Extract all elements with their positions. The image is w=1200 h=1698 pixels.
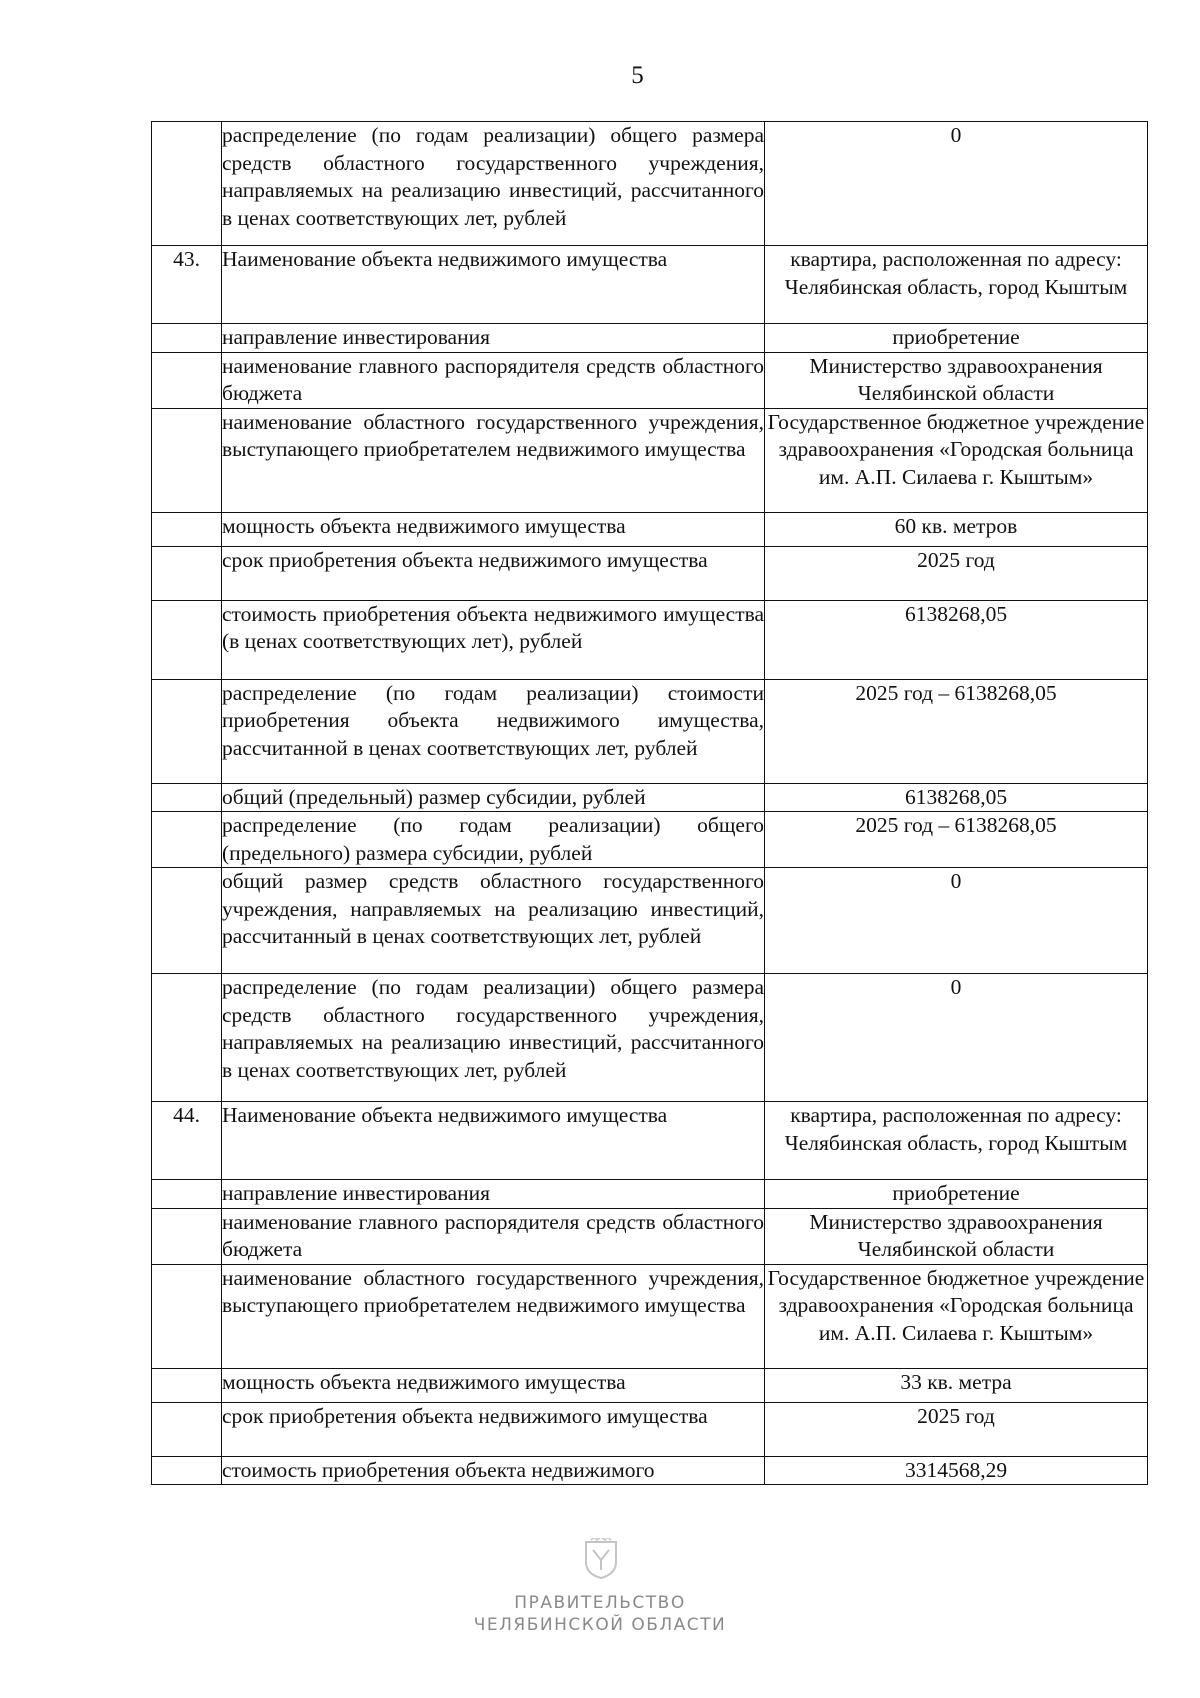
parameter-value-cell: 2025 год – 6138268,05	[765, 812, 1148, 868]
item-number-cell: 44.	[152, 1102, 222, 1180]
parameter-name-cell: направление инвестирования	[222, 324, 765, 353]
item-number-cell	[152, 868, 222, 974]
table-row	[152, 812, 1148, 868]
parameter-value-cell: Государственное бюджетное учреждение здравоохранения «Городская больница им. А.П. Силаева г. Кыштым»	[765, 408, 1148, 512]
table-row	[152, 1180, 1148, 1209]
parameter-value-cell: 60 кв. метров	[765, 512, 1148, 546]
table-row	[152, 868, 1148, 974]
item-number-cell	[152, 783, 222, 812]
parameter-name-cell: наименование главного распорядителя средств областного бюджета	[222, 352, 765, 408]
table-row	[152, 1402, 1148, 1456]
table-row	[152, 974, 1148, 1102]
item-number-cell	[152, 1180, 222, 1209]
table-row	[152, 783, 1148, 812]
parameter-value-cell: 6138268,05	[765, 600, 1148, 679]
parameter-value-cell: приобретение	[765, 324, 1148, 353]
page-number: 5	[631, 62, 644, 89]
parameter-name-cell: распределение (по годам реализации) общего размера средств областного государственного учреждения, направляемых на реализацию инвестиций, рассчитанного в ценах соответствующих лет, рублей	[222, 122, 765, 246]
item-number-cell	[152, 1368, 222, 1402]
table-row	[152, 122, 1148, 246]
watermark-line-2: ЧЕЛЯБИНСКОЙ ОБЛАСТИ	[473, 1615, 727, 1635]
item-number-cell	[152, 122, 222, 246]
parameter-name-cell: распределение (по годам реализации) общего (предельного) размера субсидии, рублей	[222, 812, 765, 868]
item-number-cell	[152, 512, 222, 546]
parameter-value-cell: 2025 год	[765, 546, 1148, 600]
parameter-value-cell: 0	[765, 868, 1148, 974]
parameter-name-cell: Наименование объекта недвижимого имущества	[222, 246, 765, 324]
table-row	[152, 1264, 1148, 1368]
parameter-name-cell: наименование главного распорядителя средств областного бюджета	[222, 1208, 765, 1264]
item-number-cell	[152, 352, 222, 408]
table-row	[152, 1456, 1148, 1485]
parameter-name-cell: стоимость приобретения объекта недвижимого	[222, 1456, 765, 1485]
parameter-value-cell: 0	[765, 122, 1148, 246]
table-row	[152, 1368, 1148, 1402]
table-row	[152, 546, 1148, 600]
parameter-value-cell: 2025 год – 6138268,05	[765, 679, 1148, 783]
government-watermark	[0, 1592, 1200, 1636]
item-number-cell: 43.	[152, 246, 222, 324]
parameter-value-cell: 2025 год	[765, 1402, 1148, 1456]
watermark-line-1: ПРАВИТЕЛЬСТВО	[514, 1593, 686, 1613]
parameter-name-cell: направление инвестирования	[222, 1180, 765, 1209]
parameter-name-cell: срок приобретения объекта недвижимого имущества	[222, 1402, 765, 1456]
investment-objects-table	[151, 121, 1148, 1485]
parameter-name-cell: Наименование объекта недвижимого имущества	[222, 1102, 765, 1180]
table-row	[152, 600, 1148, 679]
table-row	[152, 408, 1148, 512]
parameter-name-cell: стоимость приобретения объекта недвижимого имущества (в ценах соответствующих лет), рублей	[222, 600, 765, 679]
parameter-name-cell: срок приобретения объекта недвижимого имущества	[222, 546, 765, 600]
table-row	[152, 352, 1148, 408]
parameter-name-cell: наименование областного государственного учреждения, выступающего приобретателем недвижимого имущества	[222, 1264, 765, 1368]
item-number-cell	[152, 974, 222, 1102]
parameter-value-cell: 3314568,29	[765, 1456, 1148, 1485]
table-row	[152, 679, 1148, 783]
parameter-name-cell: мощность объекта недвижимого имущества	[222, 1368, 765, 1402]
table-row	[152, 324, 1148, 353]
item-number-cell	[152, 600, 222, 679]
table-row	[152, 512, 1148, 546]
parameter-value-cell: 0	[765, 974, 1148, 1102]
parameter-name-cell: распределение (по годам реализации) стоимости приобретения объекта недвижимого имущества, рассчитанной в ценах соответствующих лет, рублей	[222, 679, 765, 783]
coat-of-arms-watermark-icon	[583, 1538, 619, 1580]
parameter-value-cell: 6138268,05	[765, 783, 1148, 812]
parameter-name-cell: наименование областного государственного учреждения, выступающего приобретателем недвижимого имущества	[222, 408, 765, 512]
parameter-name-cell: мощность объекта недвижимого имущества	[222, 512, 765, 546]
item-number-cell	[152, 1208, 222, 1264]
item-number-cell	[152, 408, 222, 512]
parameter-name-cell: общий (предельный) размер субсидии, рублей	[222, 783, 765, 812]
table-body	[152, 122, 1148, 1485]
table-row	[152, 1208, 1148, 1264]
item-number-cell	[152, 812, 222, 868]
parameter-value-cell: Государственное бюджетное учреждение здравоохранения «Городская больница им. А.П. Силаева г. Кыштым»	[765, 1264, 1148, 1368]
parameter-name-cell: общий размер средств областного государственного учреждения, направляемых на реализацию инвестиций, рассчитанный в ценах соответствующих лет, рублей	[222, 868, 765, 974]
parameter-value-cell: Министерство здравоохранения Челябинской области	[765, 352, 1148, 408]
table-row	[152, 1102, 1148, 1180]
parameter-name-cell: распределение (по годам реализации) общего размера средств областного государственного учреждения, направляемых на реализацию инвестиций, рассчитанного в ценах соответствующих лет, рублей	[222, 974, 765, 1102]
parameter-value-cell: квартира, расположенная по адресу: Челябинская область, город Кыштым	[765, 246, 1148, 324]
item-number-cell	[152, 324, 222, 353]
item-number-cell	[152, 679, 222, 783]
item-number-cell	[152, 1402, 222, 1456]
parameter-value-cell: приобретение	[765, 1180, 1148, 1209]
parameter-value-cell: квартира, расположенная по адресу: Челябинская область, город Кыштым	[765, 1102, 1148, 1180]
table-row	[152, 246, 1148, 324]
item-number-cell	[152, 1264, 222, 1368]
parameter-value-cell: Министерство здравоохранения Челябинской области	[765, 1208, 1148, 1264]
parameter-value-cell: 33 кв. метра	[765, 1368, 1148, 1402]
item-number-cell	[152, 546, 222, 600]
item-number-cell	[152, 1456, 222, 1485]
